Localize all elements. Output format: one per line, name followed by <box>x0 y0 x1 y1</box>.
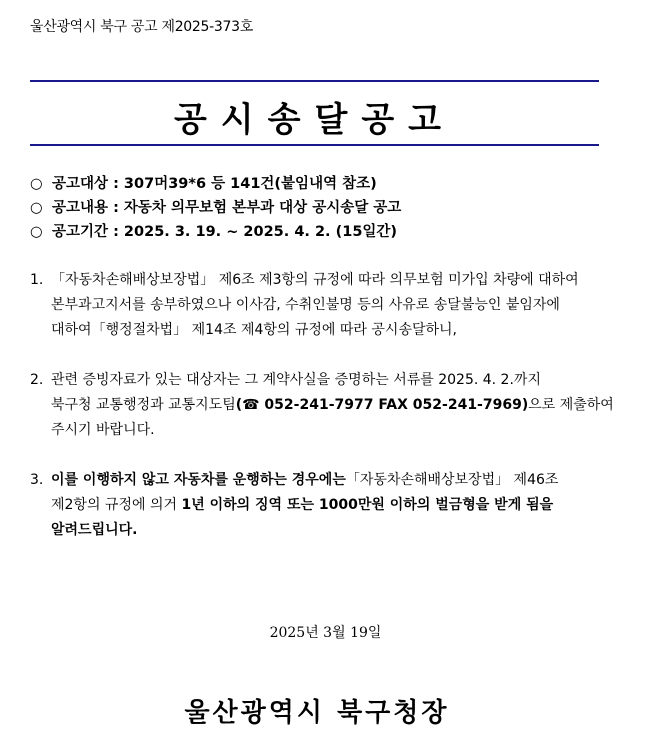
paragraph-number: 1. <box>30 272 44 288</box>
paragraph-line: 관련 증빙자료가 있는 대상자는 그 계약사실을 증명하는 서류를 2025. 4. 2.까지 <box>51 372 541 388</box>
penalty-text: 1년 이하의 징역 또는 1000만원 이하의 벌금형을 받게 됨을 <box>181 497 554 513</box>
notice-summary <box>30 172 620 244</box>
paragraph-number: 2. <box>30 372 44 388</box>
warning-text: 이를 이행하지 않고 자동차를 운행하는 경우에는 <box>51 472 346 488</box>
circle-bullet-icon: ○ <box>30 200 43 216</box>
summary-period-text: 공고기간 : 2025. 3. 19. ~ 2025. 4. 2. (15일간) <box>52 224 398 240</box>
contact-numbers: (☎ 052-241-7977 FAX 052-241-7969) <box>235 397 529 413</box>
circle-bullet-icon: ○ <box>30 176 43 192</box>
page-title: 공시송달공고 <box>173 100 456 140</box>
summary-row-content <box>30 196 620 220</box>
summary-content-text: 공고내용 : 자동차 의무보험 본부과 대상 공시송달 공고 <box>52 200 402 216</box>
title-bottom-rule <box>30 144 599 146</box>
paragraph-line: 본부과고지서를 송부하였으나 이사감, 수취인불명 등의 사유로 송달불능인 붙임자에 <box>51 297 560 313</box>
title-top-rule <box>30 80 599 82</box>
paragraph-text: 으로 제출하여 <box>528 397 614 413</box>
notice-number: 울산광역시 북구 공고 제2025-373호 <box>30 19 253 35</box>
paragraph-line <box>30 393 614 418</box>
paragraph-number: 3. <box>30 472 44 488</box>
paragraph-line: 「자동차손해배상보장법」 제6조 제3항의 규정에 따라 의무보험 미가입 차량에 대하여 <box>51 272 579 288</box>
paragraph-line <box>30 493 610 518</box>
paragraph-line: 알려드립니다. <box>51 522 138 538</box>
paragraph-line: 대하여「행정절차법」 제14조 제4항의 규정에 따라 공시송달하니, <box>51 322 457 338</box>
notice-date: 2025년 3월 19일 <box>269 625 382 641</box>
paragraph-3 <box>30 468 610 543</box>
summary-target-text: 공고대상 : 307머39*6 등 141건(붙임내역 참조) <box>52 176 377 192</box>
department-name: 북구청 교통행정과 교통지도팀 <box>51 397 236 413</box>
issuer-signature: 울산광역시 북구청장 <box>184 698 450 728</box>
law-reference: 「자동차손해배상보장법」 제46조 <box>345 472 559 488</box>
paragraph-line <box>30 468 610 493</box>
paragraph-1 <box>30 268 610 343</box>
paragraph-line: 주시기 바랍니다. <box>51 422 155 438</box>
summary-row-target <box>30 172 620 196</box>
circle-bullet-icon: ○ <box>30 224 43 240</box>
paragraph-2 <box>30 368 614 443</box>
summary-row-period <box>30 220 620 244</box>
paragraph-text: 제2항의 규정에 의거 <box>51 497 182 513</box>
